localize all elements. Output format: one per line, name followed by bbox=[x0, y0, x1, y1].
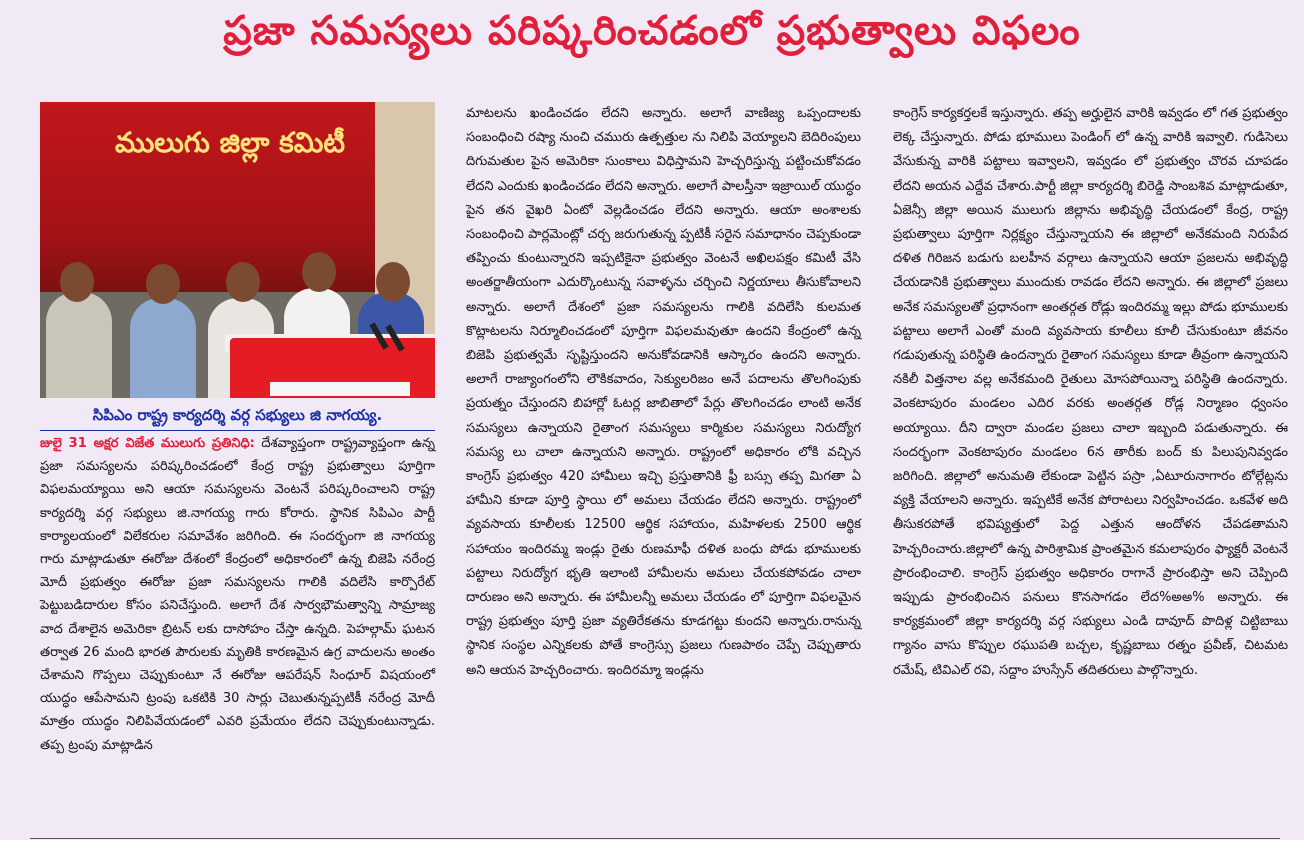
photo-person bbox=[46, 292, 112, 398]
photo-drawer bbox=[270, 382, 410, 396]
bottom-rule bbox=[30, 838, 1280, 839]
photo-person-head bbox=[376, 262, 410, 302]
photo-person-head bbox=[146, 264, 180, 304]
photo-person-head bbox=[226, 262, 260, 302]
photo-person bbox=[130, 298, 196, 398]
photo-person-head bbox=[302, 252, 336, 292]
press-meet-photo bbox=[40, 102, 435, 398]
headline: ప్రజా సమస్యలు పరిష్కరించడంలో ప్రభుత్వాలు విఫలం bbox=[223, 8, 1081, 54]
photo-caption: సిపిఎం రాష్ట్ర కార్యదర్శి వర్గ సభ్యులు జి నాగయ్య. bbox=[40, 400, 435, 431]
article-column-2 bbox=[466, 102, 861, 683]
photo-banner-text: ములుగు జిల్లా కమిటీ bbox=[114, 126, 345, 159]
column-2-text: మాటలను ఖండించడం లేదని అన్నారు. అలాగే వాణిజ్య ఒప్పందాలకు సంబంధించి రష్యా నుంచి చమురు ఉత్పత్తుల ను నిలిపి వెయ్యాలని బెదిరింపులు దిగుమతుల పైన అమెరికా సుంకాలు విధిస్తామని హెచ్చరిస్తున్న పట్టించుకోవడం లేదని ఎందుకు ఖండించడం లేదని అన్నారు. అలాగే పాలస్తీనా ఇజ్రాయిల్ యుద్ధం పైన తన వైఖరి ఏంటో వెల్లడించడం లేదని అన్నారు. ఆయా అంశాలకు సంబంధించి పార్లమెంట్లో చర్చ జరుగుతున్న ప్పటికీ సరైన సమాధానం చెప్పకుండా తప్పించు కుంటున్నారని ఇప్పటికైనా ప్రభుత్వం వెంటనే అఖిలపక్షం కమిటీ వేసి అంతర్జాతీయంగా ఎదుర్కొంటున్న సవాళ్ళను చర్చించి నిర్ణయాలు తీసుకోవాలని అన్నారు. అలాగే దేశంలో ప్రజా సమస్యలను గాలికి వదిలేసి కులమత కొట్లాటలను నిర్మూలించడంలో పూర్తిగా విఫలమవుతూ ఉందని కేంద్రంలో ఉన్న బిజెపి ప్రభుత్వమే సృష్టిస్తుందని అనుకోవడానికి ఆస్కారం ఉందని అన్నారు. అలాగే రాజ్యాంగంలోని లౌకికవాదం, సెక్యులరిజం అనే పదాలను తొలగింపుకు ప్రయత్నం చేస్తుందని బిహార్లో ఓటర్ల జాబితాలో పేర్లు తొలగించడం లాంటి అనేక సమస్యలు ఉన్నాయని రైతాంగ సమస్యలు కార్మికుల సమస్యలు నిరుద్యోగ సమస్య లు చాలా ఉన్నాయని అన్నారు. రాష్ట్రంలో అధికారం లోకి వచ్చిన కాంగ్రెస్ ప్రభుత్వం 420 హామీలు ఇచ్చి ప్రస్తుతానికి ఫ్రీ బస్సు తప్ప మిగతా ఏ హామీని కూడా పూర్తి స్థాయి లో అమలు చేయడం లేదని అన్నారు. రాష్ట్రంలో వ్యవసాయ కూలీలకు 12500 ఆర్థిక సహాయం, మహిళలకు 2500 ఆర్థిక సహాయం ఇందిరమ్మ ఇండ్లు రైతు రుణమాఫీ దళిత బంధు పోడు భూములకు పట్టాలు నిరుద్యోగ భృతి ఇలాంటి హామీలను అమలు చేయకపోవడం చాలా దారుణం అని అన్నారు. ఈ హామీలన్నీ అమలు చేయడం లో పూర్తిగా విఫలమైన రాష్ట్ర ప్రభుత్వం పూర్తి ప్రజా వ్యతిరేకతను కూడగట్టు కుందని అన్నారు.రానున్న స్థానిక సంస్థల ఎన్నికలకు పోతే కాంగ్రెస్సు ప్రజలు గుణపాఠం చెప్పే చెప్పుతారు అని ఆయన హెచ్చరించారు. ఇందిరమ్మా ఇండ్లను bbox=[466, 106, 861, 678]
column-1-text: దేశవ్యాప్తంగా రాష్ట్రవ్యాప్తంగా ఉన్న ప్రజా సమస్యలను పరిష్కరించడంలో కేంద్ర రాష్ట్ర ప్రభుత్వాలు పూర్తిగా విఫలమయ్యాయి అని ఆయా సమస్యలను వెంటనే పరిష్కరించాలని రాష్ట్ర కార్యదర్శి వర్గ సభ్యులు జి.నాగయ్య గారు కోరారు. స్థానిక సిపిఎం పార్టీ కార్యాలయంలో విలేకరుల సమావేశం జరిగింది. ఈ సందర్భంగా జి నాగయ్య గారు మాట్లాడుతూ ఈరోజు దేశంలో కేంద్రంలో అధికారంలో ఉన్న బిజెపి నరేంద్ర మోదీ ప్రభుత్వం ఈరోజు ప్రజా సమస్యలను గాలికి వదిలేసి కార్పొరేట్ పెట్టుబడిదారుల కోసం పనిచేస్తుంది. అలాగే దేశ సార్వభౌమత్వాన్ని సామ్రాజ్య వాద దేశాలైన అమెరికా బ్రిటన్ లకు దాసోహం చేస్తా ఉన్నది. పెహల్గామ్ ఘటన తర్వాత 26 మంది భారత పౌరులకు మృతికి కారణమైన ఉగ్ర వాదులను అంతం చేశామని గొప్పలు చెప్పుకుంటూ నే ఈరోజు ఆపరేషన్ సింధూర్ విషయంలో యుద్ధం ఆపేసామని ట్రంపు ఒకటికి 30 సార్లు చెబుతున్నప్పటికీ నరేంద్ర మోదీ మాత్రం యుద్ధం నిలిపివేయడంలో ఎవరి ప్రమేయం లేదని చెప్పుకుంటున్నాడు. తప్ప ట్రంపు మాట్లాడిన bbox=[40, 436, 435, 753]
bottom-strip bbox=[0, 840, 1304, 852]
dateline: జులై 31 అక్షర విజేత ములుగు ప్రతినిధి: bbox=[40, 436, 255, 451]
article-column-1 bbox=[40, 432, 435, 757]
photo-person-head bbox=[60, 262, 94, 302]
column-3-text: కాంగ్రెస్ కార్యకర్తలకే ఇస్తున్నారు. తప్ప అర్హులైన వారికి ఇవ్వడం లో గత ప్రభుత్వం లెక్క చేస్తున్నారు. పోడు భూములు పెండింగ్ లో ఉన్న వారికి ఇవ్వాలి. గుడిసెలు వేసుకున్న వారికి పట్టాలు ఇవ్వాలని, ఇవ్వడం లో ప్రభుత్వం చొరవ చూపడం లేదని అయన ఎద్దేవ చేశారు.పార్టీ జిల్లా కార్యదర్శి బిరెడ్డి సాంబశివ మాట్లాడుతూ, ఏజెన్సీ జిల్లా అయిన ములుగు జిల్లాను అభివృద్ధి చేయడంలో కేంద్ర, రాష్ట్ర ప్రభుత్వాలు పూర్తిగా నిర్లక్ష్యం చేస్తున్నాయని ఈ జిల్లాలో అనేకమంది నిరుపేద దళిత గిరిజన బడుగు బలహీన వర్గాలు ఉన్నాయని ఆయా ప్రజలను అభివృద్ధి చేయడానికి ప్రభుత్వాలు ముందుకు రావడం లేదని అన్నారు. ఈ జిల్లాలో ప్రజలు అనేక సమస్యలతో ప్రధానంగా అంతర్గత రోడ్లు ఇందిరమ్మ ఇల్లు పోడు భూములకు పట్టాలు అలాగే ఎంతో మంది వ్యవసాయ కూలీలు కూలీ చేసుకుంటూ జీవనం గడుపుతున్న పరిస్థితి ఉందన్నారు రైతాంగ సమస్యలు కూడా తీవ్రంగా ఉన్నాయని నకిలీ విత్తనాల వల్ల అనేకమంది రైతులు మోసపోయిన్నా పరిస్థితి ఉందన్నారు. వెంకటాపురం మండలం ఎదిర వరకు అంతర్గత రోడ్ల నిర్మాణం ధ్వంసం అయ్యాయి. దీని ద్వారా మండల ప్రజలు చాలా ఇబ్బంది పడుతున్నారు. ఈ సందర్భంగా వెంకటాపురం మండలం 6న తారీకు బంద్ కు పిలుపునివ్వడం జరిగింది. జిల్లాలో అనుమతి లేకుండా పెట్టిన పస్రా ,ఏటూరునాగారం టోల్గేట్లను వ్యక్తి వేయాలని అన్నారు. ఇప్పటికే అనేక పోరాటలు నిర్వహించడం. ఒకవేళ అది తీసుకరపోతే భవిష్యత్తులో పెద్ద ఎత్తున ఆందోళన చేపడతామని హెచ్చరించారు.జిల్లాలో ఉన్న పారిశ్రామిక ప్రాంతమైన కమలాపురం ఫ్యాక్టరీ వెంటనే ప్రారంభించాలి. కాంగ్రెస్ ప్రభుత్వం అధికారం రాగానే ప్రారంభిస్తా అని చెప్పింది ఇప్పుడు ప్రారంభించిన పనులు కొనసాగడం లేద%అఅ% అన్నారు. ఈ కార్యక్రమంలో జిల్లా కార్యదర్శి వర్గ సభ్యులు ఎండి దావూద్ పొదిళ్ల చిట్టిబాబు గ్యానం వాసు కొప్పుల రఘుపతి బచ్చల, కృష్ణబాబు రత్నం ప్రవీణ్, చిటమట రమేష్, టివిఎల్ రవి, సద్దాం హుస్సేన్ తదితరులు పాల్గొన్నారు. bbox=[893, 106, 1288, 678]
article-column-3 bbox=[893, 102, 1288, 683]
